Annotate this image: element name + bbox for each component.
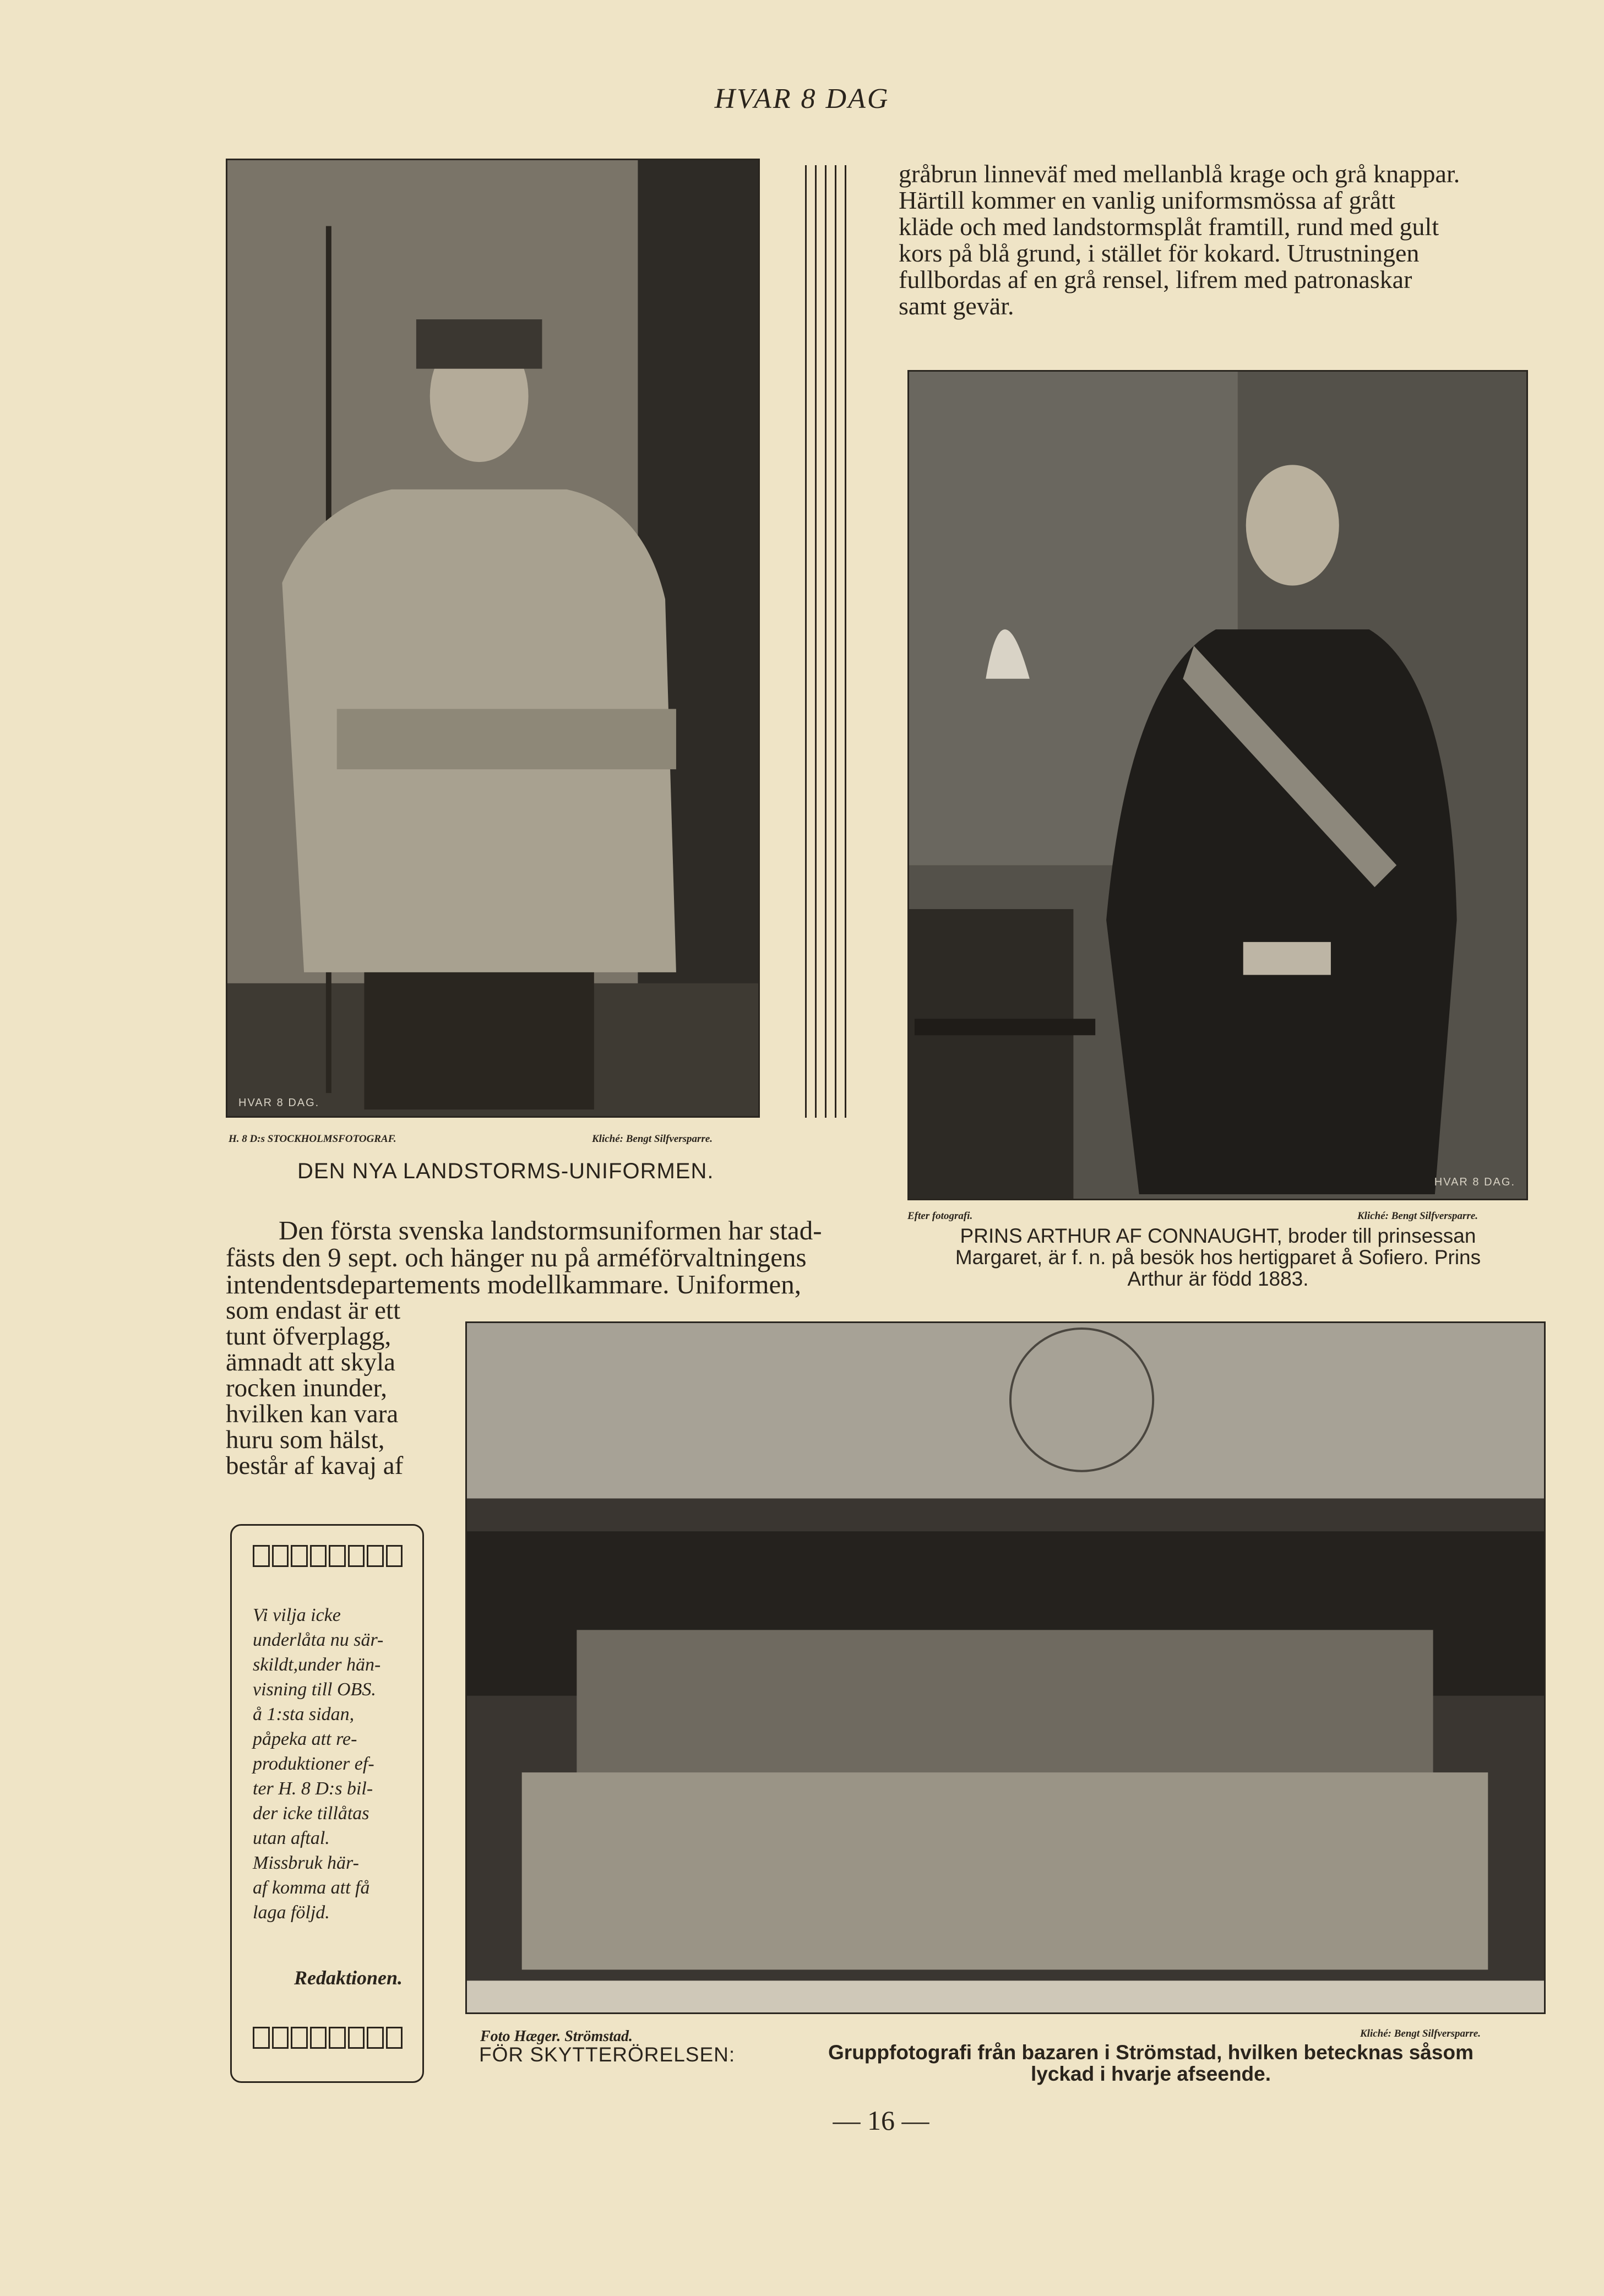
decorative-rule (845, 165, 846, 1118)
text-line: kors på blå grund, i stället för kokard. Utrustningen (899, 239, 1420, 267)
text-line: samt gevär. (899, 292, 1014, 320)
notice-line: af komma att få (253, 1878, 370, 1898)
article-body-narrow (226, 1298, 424, 1479)
notice-line: skildt,under hän- (253, 1655, 381, 1675)
text-line: huru som hälst, (226, 1426, 385, 1454)
photo3-credit-left: Foto Hæger. Strömstad. (480, 2028, 633, 2045)
notice-box (230, 1524, 424, 2083)
notice-line: visning till OBS. (253, 1679, 376, 1700)
text-line: består af kavaj af (226, 1451, 404, 1480)
photo3-credit-right: Kliché: Bengt Silfversparre. (1360, 2028, 1481, 2039)
article-body (226, 1217, 853, 1298)
article-continuation (899, 161, 1526, 319)
notice-signature: Redaktionen. (293, 1967, 403, 1989)
notice-line: laga följd. (253, 1902, 330, 1923)
text-line: tunt öfverplagg, (226, 1322, 392, 1351)
photo2-credit-left: Efter fotografi. (907, 1210, 973, 1222)
text-line: fullbordas af en grå rensel, lifrem med patronaskar (899, 265, 1412, 293)
photo2-watermark: HVAR 8 DAG. (1434, 1176, 1515, 1188)
notice-line: underlåta nu sär- (253, 1630, 384, 1650)
photo2-caption (904, 1225, 1532, 1290)
notice-ornament (253, 2027, 403, 2049)
prince-arthur-photo (907, 370, 1528, 1200)
caption-line: Arthur är född 1883. (1127, 1267, 1309, 1290)
photo1-watermark: HVAR 8 DAG. (238, 1097, 320, 1109)
caption-line: Gruppfotografi från bazaren i Strömstad, hvilken betecknas såsom (828, 2041, 1473, 2064)
notice-line: Vi vilja icke (253, 1605, 341, 1625)
caption-line: Margaret, är f. n. på besök hos hertigparet å Sofiero. Prins (955, 1246, 1481, 1269)
text-line: intendentsdepartements modellkammare. Uniformen, (226, 1269, 802, 1299)
decorative-rule (815, 165, 817, 1118)
photo1-credit-right: Kliché: Bengt Silfversparre. (592, 1133, 713, 1145)
notice-line: å 1:sta sidan, (253, 1704, 355, 1724)
photo1-caption: DEN NYA LANDSTORMS-UNIFORMEN. (297, 1159, 714, 1183)
page-number: — 16 — (833, 2105, 929, 2136)
notice-line: produktioner ef- (253, 1754, 374, 1774)
text-line: Den första svenska landstormsuniformen har stad- (279, 1215, 822, 1245)
decorative-rule (835, 165, 836, 1118)
notice-line: ter H. 8 D:s bil- (253, 1778, 373, 1799)
decorative-rule (825, 165, 827, 1118)
notice-line: der icke tillåtas (253, 1803, 369, 1824)
notice-line: påpeka att re- (253, 1729, 357, 1749)
text-line: hvilken kan vara (226, 1400, 399, 1428)
text-line: rocken inunder, (226, 1374, 388, 1402)
text-line: Härtill kommer en vanlig uniformsmössa af grått (899, 186, 1395, 214)
notice-ornament (253, 1545, 403, 1567)
text-line: kläde och med landstormsplåt framtill, rund med gult (899, 213, 1439, 241)
text-line: fästs den 9 sept. och hänger nu på arméförvaltningens (226, 1242, 807, 1272)
group-photo (465, 1321, 1546, 2014)
page-header: HVAR 8 DAG (714, 83, 890, 115)
photo3-caption (760, 2042, 1542, 2085)
text-line: gråbrun linneväf med mellanblå krage och grå knappar. (899, 160, 1460, 188)
photo2-credit-right: Kliché: Bengt Silfversparre. (1357, 1210, 1478, 1222)
photo3-caption-label: FÖR SKYTTERÖRELSEN: (479, 2043, 736, 2066)
notice-line: Missbruk här- (253, 1853, 359, 1873)
landstorm-uniform-photo (226, 159, 760, 1118)
caption-line: PRINS ARTHUR AF CONNAUGHT, broder till prinsessan (960, 1225, 1476, 1247)
text-line: som endast är ett (226, 1296, 401, 1325)
decorative-rule (805, 165, 807, 1118)
photo1-credit-left: H. 8 D:s STOCKHOLMSFOTOGRAF. (229, 1133, 396, 1145)
text-line: ämnadt att skyla (226, 1348, 396, 1376)
notice-line: utan aftal. (253, 1828, 330, 1848)
notice-text (253, 1603, 403, 1925)
caption-line: lyckad i hvarje afseende. (1030, 2063, 1271, 2085)
